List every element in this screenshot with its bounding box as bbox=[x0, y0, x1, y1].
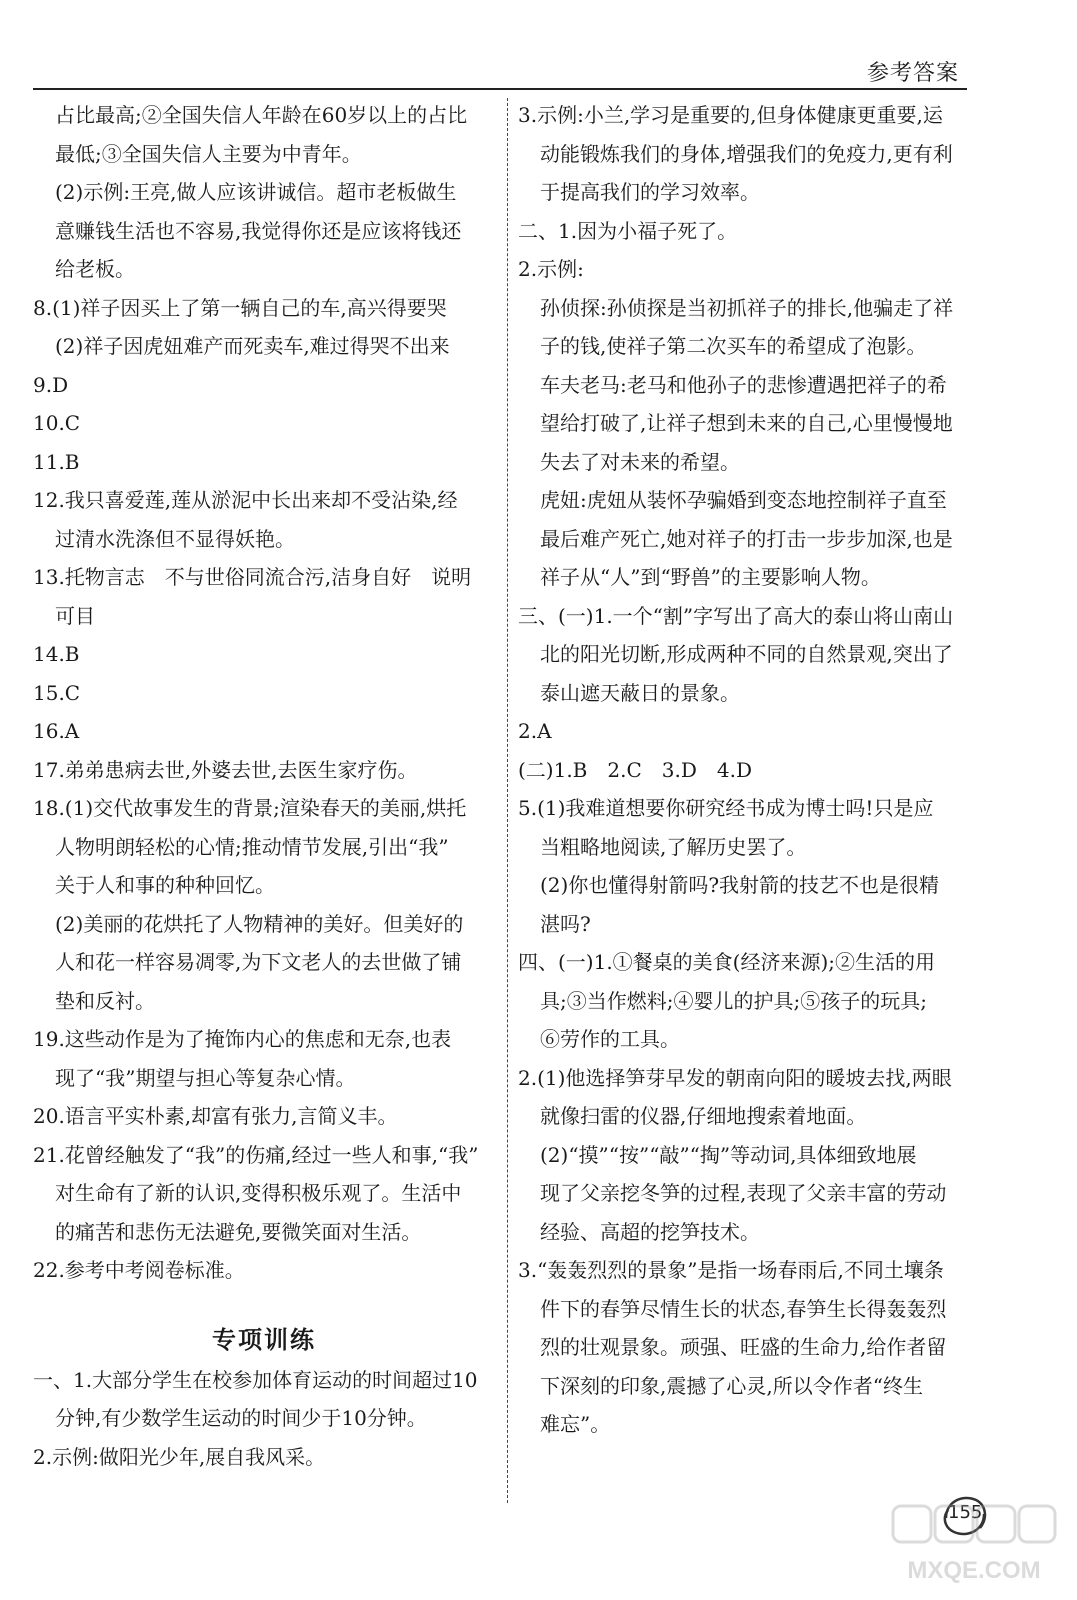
answer-line: 失去了对未来的希望。 bbox=[540, 449, 740, 474]
answer-line: 最后难产死亡,她对祥子的打击一步步加深,也是 bbox=[540, 526, 953, 551]
answer-line: 8.(1)祥子因买上了第一辆自己的车,高兴得要哭 bbox=[33, 295, 447, 320]
watermark-logo-icon bbox=[889, 1502, 1059, 1588]
answer-line: 下深刻的印象,震撼了心灵,所以令作者“终生 bbox=[540, 1373, 923, 1398]
answer-line: 给老板。 bbox=[55, 257, 135, 281]
answer-line: 意赚钱生活也不容易,我觉得你还是应该将钱还 bbox=[55, 218, 462, 243]
answer-line: 就像扫雷的仪器,仔细地搜索着地面。 bbox=[540, 1104, 867, 1128]
column-divider bbox=[507, 98, 508, 1503]
answer-line: 现了父亲挖冬笋的过程,表现了父亲丰富的劳动 bbox=[540, 1181, 947, 1205]
answer-line: 2.(1)他选择笋芽早发的朝南向阳的暖坡去找,两眼 bbox=[518, 1065, 952, 1090]
answer-line: 分钟,有少数学生运动的时间少于10分钟。 bbox=[55, 1406, 427, 1430]
header-rule bbox=[33, 88, 967, 90]
answer-line: (2)美丽的花烘托了人物精神的美好。但美好的 bbox=[55, 911, 464, 936]
answer-line: 动能锻炼我们的身体,增强我们的免疫力,更有利 bbox=[540, 141, 953, 166]
answer-line: 子的钱,使祥子第二次买车的希望成了泡影。 bbox=[540, 334, 927, 358]
answer-line: 的痛苦和悲伤无法避免,要微笑面对生活。 bbox=[55, 1219, 422, 1244]
answer-line: 湛吗? bbox=[540, 911, 591, 936]
right-answer-list bbox=[518, 96, 973, 1444]
answer-line: 可目 bbox=[55, 603, 95, 628]
answer-line: 三、(一)1.一个“割”字写出了高大的泰山将山南山 bbox=[518, 603, 954, 628]
answer-line: 3.“轰轰烈烈的景象”是指一场春雨后,不同土壤条 bbox=[518, 1258, 944, 1282]
answer-line: 2.A bbox=[518, 719, 552, 743]
answer-line: 北的阳光切断,形成两种不同的自然景观,突出了 bbox=[540, 642, 953, 666]
answer-line: (2)你也懂得射箭吗?我射箭的技艺不也是很精 bbox=[540, 873, 940, 897]
answer-line: 12.我只喜爱莲,莲从淤泥中长出来却不受沾染,经 bbox=[33, 488, 458, 512]
answer-line: 18.(1)交代故事发生的背景;渲染春天的美丽,烘托 bbox=[33, 796, 467, 820]
answer-line: 20.语言平实朴素,却富有张力,言简义丰。 bbox=[33, 1104, 398, 1128]
answer-line: 车夫老马:老马和他孙子的悲惨遭遇把祥子的希 bbox=[540, 372, 947, 397]
answer-line: 当粗略地阅读,了解历史罢了。 bbox=[540, 834, 807, 859]
answer-line: 2.示例: bbox=[518, 257, 584, 281]
answer-line: 16.A bbox=[33, 719, 80, 743]
left-column bbox=[33, 96, 495, 1476]
answer-line: (2)示例:王亮,做人应该讲诚信。超市老板做生 bbox=[55, 180, 457, 204]
left-answer-list-after bbox=[33, 1361, 495, 1477]
header-title: 参考答案 bbox=[866, 61, 959, 86]
answer-line: 望给打破了,让祥子想到未来的自己,心里慢慢地 bbox=[540, 411, 953, 435]
answer-line: 过清水洗涤但不显得妖艳。 bbox=[55, 526, 295, 551]
answer-line: 15.C bbox=[33, 680, 81, 705]
answer-line: 祥子从“人”到“野兽”的主要影响人物。 bbox=[540, 565, 881, 589]
answer-line: 10.C bbox=[33, 411, 81, 435]
answer-line: 经验、高超的挖笋技术。 bbox=[540, 1219, 760, 1244]
svg-text:MXQE.COM: MXQE.COM bbox=[907, 1557, 1041, 1584]
answer-line: 烈的壮观景象。顽强、旺盛的生命力,给作者留 bbox=[540, 1335, 947, 1359]
answer-line: 14.B bbox=[33, 642, 80, 666]
answer-line: 22.参考中考阅卷标准。 bbox=[33, 1258, 245, 1282]
answer-line: 一、1.大部分学生在校参加体育运动的时间超过10 bbox=[33, 1367, 478, 1392]
answer-line: (2)“摸”“按”“敲”“掏”等动词,具体细致地展 bbox=[540, 1142, 917, 1167]
answer-line: 于提高我们的学习效率。 bbox=[540, 180, 760, 204]
answer-line: (2)祥子因虎妞难产而死卖车,难过得哭不出来 bbox=[55, 334, 450, 358]
answer-line: 对生命有了新的认识,变得积极乐观了。生活中 bbox=[55, 1181, 462, 1205]
answer-line: 泰山遮天蔽日的景象。 bbox=[540, 680, 740, 705]
answer-line: 现了“我”期望与担心等复杂心情。 bbox=[55, 1065, 356, 1090]
answer-line: 具;③当作燃料;④婴儿的护具;⑤孩子的玩具; bbox=[540, 988, 927, 1013]
answer-line: 垫和反衬。 bbox=[55, 988, 155, 1013]
answer-line: 21.花曾经触发了“我”的伤痛,经过一些人和事,“我” bbox=[33, 1142, 479, 1167]
answer-line: 人物明朗轻松的心情;推动情节发展,引出“我” bbox=[55, 834, 449, 859]
answer-line: 17.弟弟患病去世,外婆去世,去医生家疗伤。 bbox=[33, 757, 418, 782]
answer-line: 人和花一样容易凋零,为下文老人的去世做了铺 bbox=[55, 950, 462, 974]
answer-line: 二、1.因为小福子死了。 bbox=[518, 218, 738, 243]
answer-line: 孙侦探:孙侦探是当初抓祥子的排长,他骗走了祥 bbox=[540, 295, 954, 320]
answer-line: 13.托物言志 不与世俗同流合污,洁身自好 说明 bbox=[33, 565, 472, 589]
answer-line: 占比最高;②全国失信人年龄在60岁以上的占比 bbox=[55, 103, 468, 127]
answer-line: 关于人和事的种种回忆。 bbox=[55, 873, 275, 897]
answer-line: 9.D bbox=[33, 372, 69, 397]
left-answer-list bbox=[33, 96, 495, 1290]
answer-line: 11.B bbox=[33, 449, 80, 474]
answer-line: 件下的春笋尽情生长的状态,春笋生长得轰轰烈 bbox=[540, 1296, 947, 1321]
answer-line: 虎妞:虎妞从装怀孕骗婚到变态地控制祥子直至 bbox=[540, 488, 947, 512]
answer-line: 5.(1)我难道想要你研究经书成为博士吗!只是应 bbox=[518, 796, 934, 820]
answer-line: 最低;③全国失信人主要为中青年。 bbox=[55, 141, 362, 166]
answer-line: 19.这些动作是为了掩饰内心的焦虑和无奈,也表 bbox=[33, 1027, 452, 1051]
answer-line: ⑥劳作的工具。 bbox=[540, 1027, 680, 1051]
answer-line: 2.示例:做阳光少年,展自我风采。 bbox=[33, 1444, 326, 1469]
right-column bbox=[518, 96, 973, 1444]
answer-line: 四、(一)1.①餐桌的美食(经济来源);②生活的用 bbox=[518, 950, 936, 974]
page-number: 155 bbox=[948, 1502, 983, 1523]
answer-line: (二)1.B 2.C 3.D 4.D bbox=[518, 757, 753, 782]
answer-line: 3.示例:小兰,学习是重要的,但身体健康更重要,运 bbox=[518, 103, 943, 127]
section-title: 专项训练 bbox=[212, 1325, 316, 1354]
answer-line: 难忘”。 bbox=[540, 1412, 611, 1436]
